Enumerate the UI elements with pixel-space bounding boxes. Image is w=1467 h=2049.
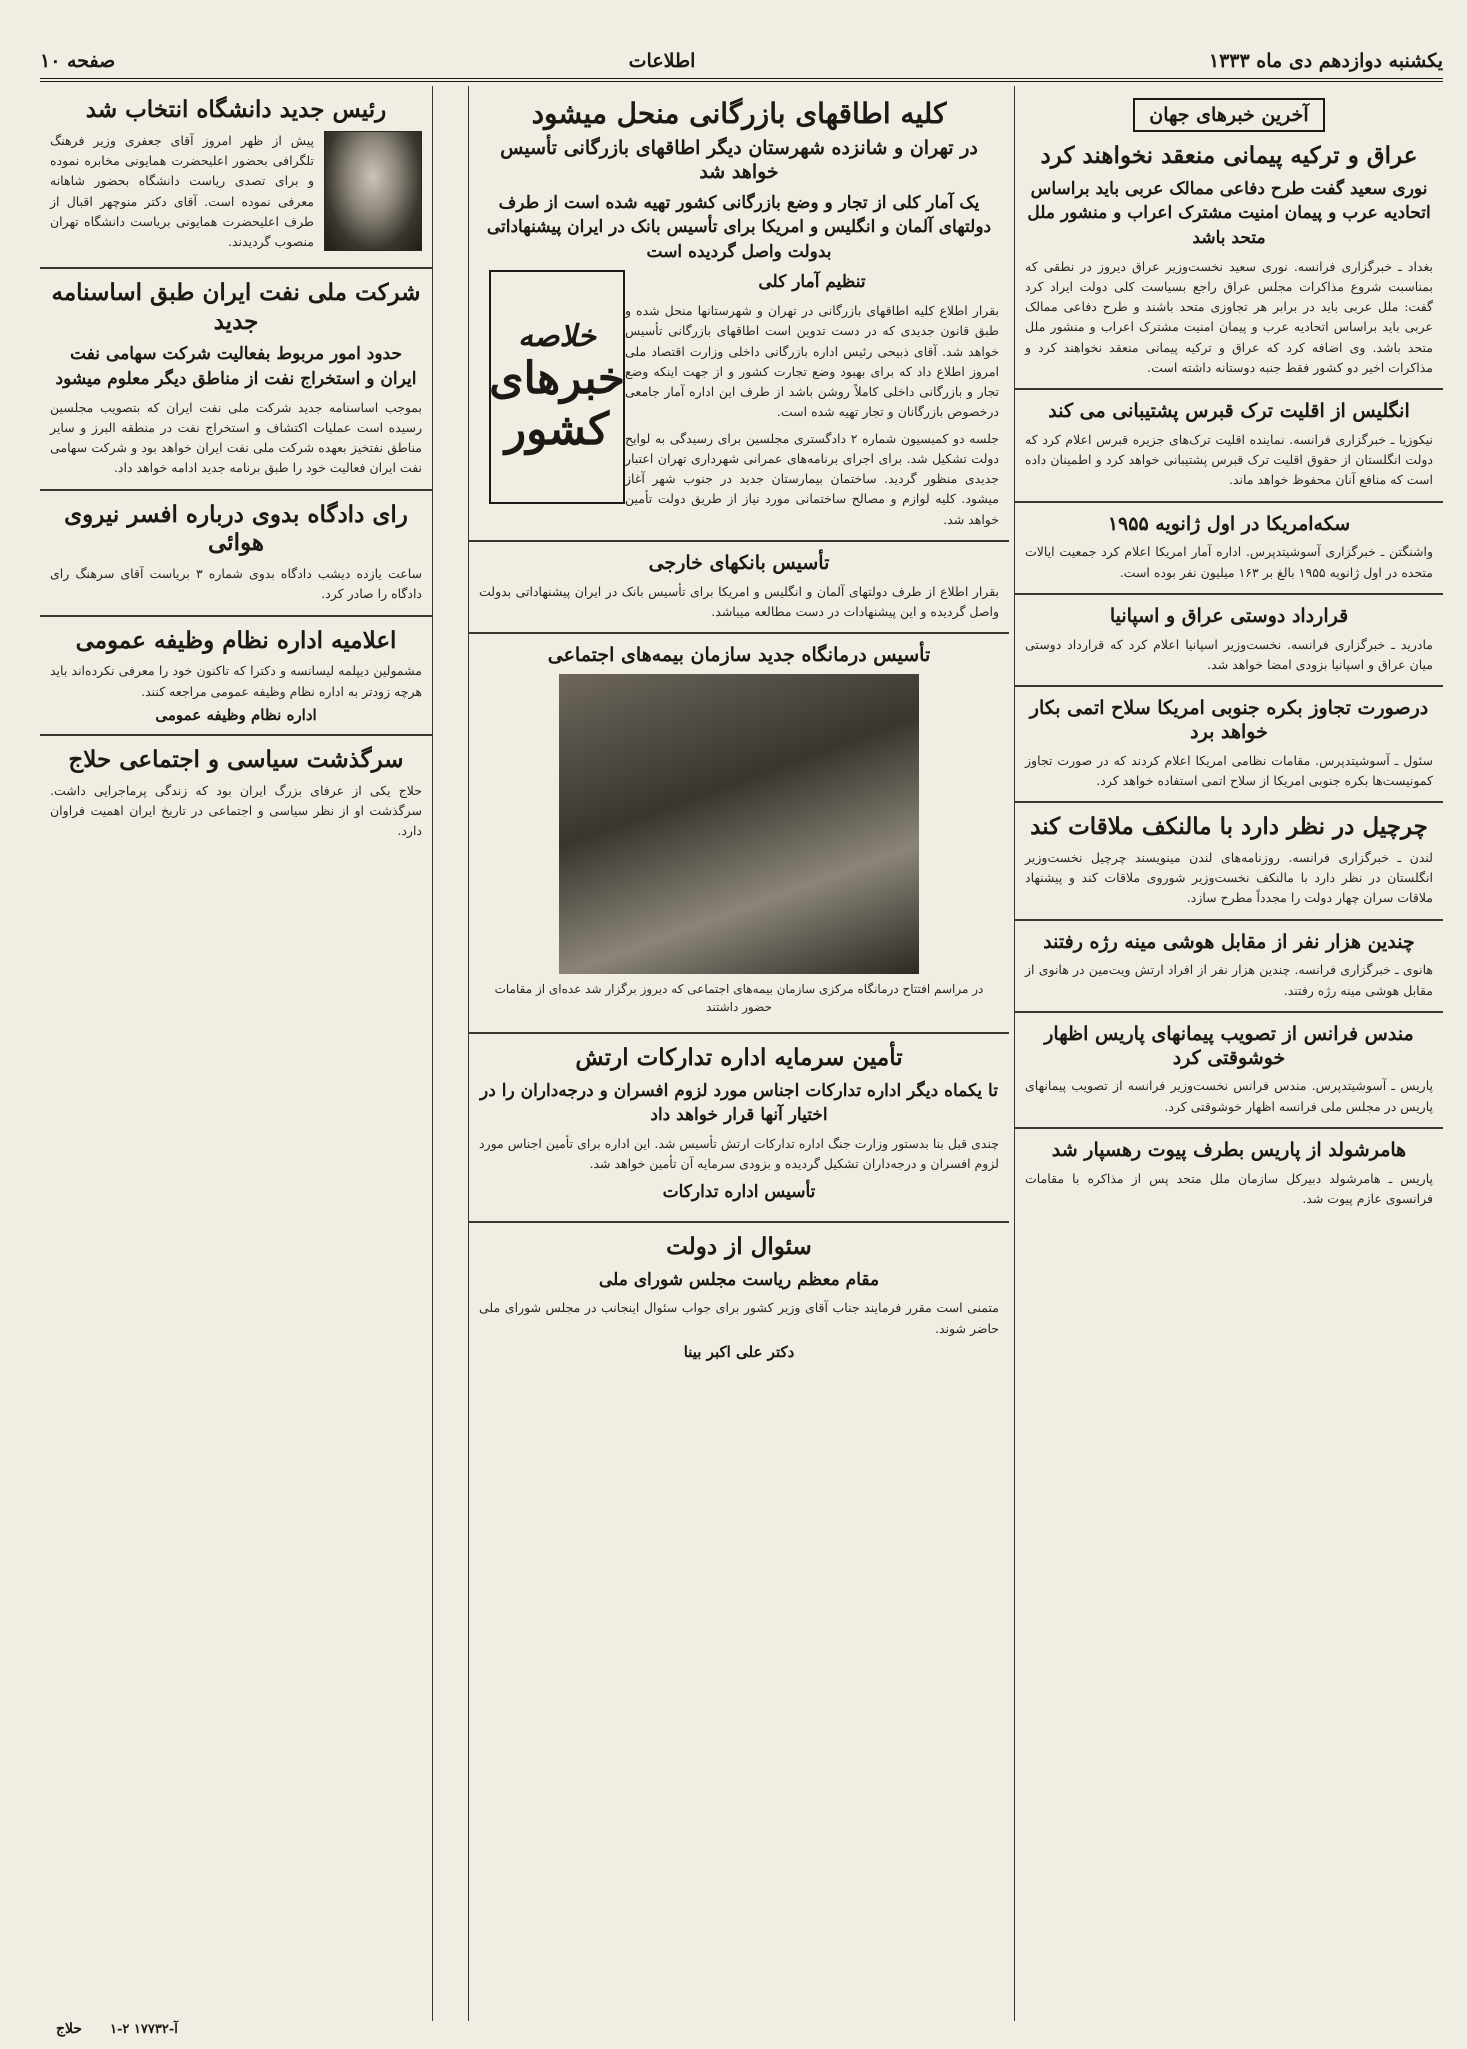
article-hammarskjold bbox=[1015, 1129, 1443, 1219]
article-foreign-banks bbox=[469, 542, 1009, 634]
article-body: سئول ـ آسوشیتدپرس. مقامات نظامی امریکا اعلام کردند که در صورت تجاوز کمونیست‌ها بکره جنوبی امریکا از سلاح اتمی استفاده خواهد کرد. bbox=[1025, 752, 1433, 788]
section-heading: تنظیم آمار کلی bbox=[758, 272, 866, 293]
domestic-news-body: جلسه دو کمیسیون شماره ۲ دادگستری مجلسین برای رسیدگی به لوایح دولت تشکیل شد. برای اجرای برنامه‌های عمرانی شهرداری تهران اعتبار جدیدی منظور گردید. ساختمان بیمارستان جدید در جنوب شهر آغاز میشود. کلیه لوازم و مصالح ساختمانی مورد نیاز از طریق دولت تأمین خواهد شد. bbox=[625, 430, 999, 527]
world-news-label: آخرین خبرهای جهان bbox=[1133, 98, 1324, 132]
article-churchill bbox=[1015, 803, 1443, 921]
headline: قرارداد دوستی عراق و اسپانیا bbox=[1109, 604, 1349, 627]
masthead bbox=[40, 44, 1443, 82]
article-body: ساعت یازده دیشب دادگاه بدوی شماره ۳ بریاست آقای سرهنگ رای دادگاه را صادر کرد. bbox=[50, 566, 423, 602]
headline: چرچیل در نظر دارد با مالنکف ملاقات کند bbox=[1030, 813, 1428, 841]
article-body: بقرار اطلاع کلیه اطاقهای بازرگانی در تهران و شهرستانها منحل شده و طبق قانون جدیدی که در دست تدوین است اطاقهای بازرگانی تأسیس خواهد شد. آقای ذبیحی رئیس اداره بازرگانی داخلی وزارت اقتصاد ملی امروز اطلاع داد که برای بهبود وضع تجارت کشور و از جهت اینکه وضع تجار و بازرگانی داخلی کاملاً روشن باشد از طرف این اداره آمار جامعی درخصوص بازرگانان و تجار تهیه شده است. bbox=[625, 303, 999, 420]
article-body: نیکوزیا ـ خبرگزاری فرانسه. نماینده اقلیت ترک‌های جزیره قبرس اعلام کرد که دولت انگلستان از حقوق اقلیت ترک قبرس پشتیبانی خواهد کرد و اطمینان داده است که منافع آنان محفوظ خواهد ماند. bbox=[1025, 431, 1433, 488]
article-oil-company bbox=[40, 269, 432, 491]
article-korea bbox=[1015, 687, 1443, 803]
issue-date: یکشنبه دوازدهم دی ماه ۱۳۳۳ bbox=[1208, 50, 1443, 72]
box-title-top: خلاصه bbox=[518, 319, 597, 355]
headline: انگلیس از اقلیت ترک قبرس پشتیبانی می کند bbox=[1048, 400, 1410, 423]
headline: تأسیس درمانگاه جدید سازمان بیمه‌های اجتماعی bbox=[547, 644, 931, 667]
signature: دکتر علی اکبر بینا bbox=[683, 1342, 795, 1361]
column-main bbox=[468, 86, 1009, 2021]
article-question bbox=[469, 1223, 1009, 1371]
article-body: هانوی ـ خبرگزاری فرانسه. چندین هزار نفر از افراد ارتش ویت‌مین در هانوی از مقابل هوشی مینه رژه رفتند. bbox=[1025, 962, 1433, 998]
article-university bbox=[40, 86, 432, 269]
news-photo bbox=[559, 674, 919, 974]
article-clinic bbox=[469, 634, 1009, 1034]
domestic-news-box bbox=[489, 270, 625, 504]
section-heading: تأسیس اداره تدارکات bbox=[662, 1182, 816, 1203]
article-cyprus bbox=[1015, 390, 1443, 503]
subheadline: نوری سعید گفت طرح دفاعی ممالک عربی باید براساس اتحادیه عرب و پیمان امنیت مشترک اعراب و منشور ملل متحد باشد bbox=[1027, 178, 1431, 249]
signature: اداره نظام وظیفه عمومی bbox=[155, 705, 317, 724]
headline: رای دادگاه بدوی درباره افسر نیروی هوائی bbox=[64, 500, 408, 557]
headline: تأسیس بانکهای خارجی bbox=[648, 551, 830, 574]
portrait-photo bbox=[324, 131, 422, 251]
headline: مندس فرانس از تصویب پیمانهای پاریس اظهار خوشوقتی کرد bbox=[1044, 1022, 1414, 1069]
headline: چندین هزار نفر از مقابل هوشی مینه رژه رفتند bbox=[1043, 930, 1415, 953]
subheadline: در تهران و شانزده شهرستان دیگر اطاقهای بازرگانی تأسیس خواهد شد bbox=[500, 137, 978, 183]
headline: کلیه اطاقهای بازرگانی منحل میشود bbox=[531, 97, 947, 130]
article-body: واشنگتن ـ خبرگزاری آسوشیتدپرس. اداره آمار امریکا اعلام کرد جمعیت ایالات متحده در اول ژانویه ۱۹۵۵ بالغ بر ۱۶۳ میلیون نفر بوده است. bbox=[1025, 544, 1433, 580]
subheadline: حدود امور مربوط بفعالیت شرکت سهامی نفت ایران و استخراج نفت از مناطق دیگر معلوم میشود bbox=[55, 344, 417, 389]
article-body: حلاج یکی از عرفای بزرگ ایران بود که زندگی پرماجرایی داشت. سرگذشت او از نظر سیاسی و اجتماعی در تاریخ ایران اهمیت فراوان دارد. bbox=[50, 782, 422, 839]
article-court bbox=[40, 491, 432, 617]
footer-code: آ-۱۷۷۳۲ ۲-۱ bbox=[110, 2022, 178, 2037]
subheadline: مقام معظم ریاست مجلس شورای ملی bbox=[598, 1269, 880, 1290]
article-body: پاریس ـ هامرشولد دبیرکل سازمان ملل متحد پس از مذاکره با مقامات فرانسوی عازم پیوت شد. bbox=[1025, 1170, 1433, 1206]
article-conscription bbox=[40, 617, 432, 736]
headline: عراق و ترکیه پیمانی منعقد نخواهند کرد bbox=[1040, 142, 1418, 169]
headline: شرکت ملی نفت ایران طبق اساسنامه جدید bbox=[51, 278, 421, 335]
article-body: بقرار اطلاع از طرف دولتهای آلمان و انگلیس و امریکا برای تأسیس بانک در ایران پیشنهاداتی بدولت واصل گردیده و این پیشنهادات در دست مطالعه میباشد. bbox=[479, 583, 999, 619]
article-body: لندن ـ خبرگزاری فرانسه. روزنامه‌های لندن مینویسند چرچیل نخست‌وزیر انگلستان در نظر دارد با مالنکف نخست‌وزیر شوروی ملاقات کند و پیشنهاد ملاقات سران چهار دولت را مجدداً مطرح سازد. bbox=[1025, 849, 1433, 906]
headline: سکه‌امریکا در اول ژانویه ۱۹۵۵ bbox=[1107, 512, 1351, 535]
headline: سرگذشت سیاسی و اجتماعی حلاج bbox=[68, 745, 404, 773]
headline: تأمین سرمایه اداره تدارکات ارتش bbox=[575, 1043, 903, 1071]
article-body: پیش از ظهر امروز آقای جعفری وزیر فرهنگ تلگرافی بحضور اعلیحضرت همایونی مخابره نموده و برای تصدی ریاست دانشگاه بحضور شاهانه معرفی نموده است. آقای دکتر منوچهر اقبال از طرف اعلیحضرت همایونی بریاست دانشگاه تهران منصوب گردیدند. bbox=[50, 132, 314, 249]
column-world-news bbox=[1014, 86, 1443, 2021]
article-army-supply bbox=[469, 1034, 1009, 1223]
subheadline: تا یکماه دیگر اداره تدارکات اجناس مورد لزوم افسران و درجه‌داران را در اختیار آنها قرار خواهد داد bbox=[480, 1080, 998, 1126]
headline: اعلامیه اداره نظام وظیفه عمومی bbox=[75, 626, 397, 654]
page-number: صفحه ۱۰ bbox=[40, 50, 116, 72]
article-mendes-france bbox=[1015, 1013, 1443, 1129]
article-iraq-turkey bbox=[1015, 86, 1443, 390]
headline: رئیس جدید دانشگاه انتخاب شد bbox=[85, 96, 387, 123]
article-hallaj bbox=[40, 736, 432, 852]
paper-name: اطلاعات bbox=[628, 50, 696, 72]
article-body: مشمولین دیپلمه لیسانسه و دکترا که تاکنون خود را معرفی نکرده‌اند باید هرچه زودتر به اداره نظام وظیفه عمومی مراجعه کنند. bbox=[50, 663, 422, 699]
article-chambers-of-commerce bbox=[469, 86, 1009, 542]
article-body: بغداد ـ خبرگزاری فرانسه. نوری سعید نخست‌وزیر عراق دیروز در نطقی که بمناسبت شروع مذاکرات مجلس عراق راجع بسیاست کلی دولت ایراد کرد گفت: ملل عربی باید در برابر هر تجاوزی متحد باشند و طرح دفاعی ممالک عربی باید براساس اتحادیه عرب و پیمان امنیت مشترک اعراب و منشور ملل متحد باشد. وی اضافه کرد که عراق و ترکیه پیمانی منعقد نخواهند کرد و مذاکرات اخیر دو کشور فقط جنبه دوستانه داشته است. bbox=[1025, 258, 1433, 375]
column-left bbox=[40, 86, 433, 2021]
article-body: بموجب اساسنامه جدید شرکت ملی نفت ایران که بتصویب مجلسین رسیده است عملیات اکتشاف و استخراج نفت در منطقه البرز و سایر مناطق نفتخیز بعهده شرکت ملی نفت ایران خواهد بود و شرکت سهامی نفت ایران فعالیت خود را طبق برنامه جدید ادامه خواهد داد. bbox=[50, 399, 422, 476]
article-usa-population bbox=[1015, 503, 1443, 595]
article-body: متمنی است مقرر فرمایند جناب آقای وزیر کشور برای جواب سئوال اینجانب در مجلس شورای ملی حاضر شوند. bbox=[479, 1300, 999, 1336]
footer-author: حلاج bbox=[56, 2021, 83, 2037]
article-body: پاریس ـ آسوشیتدپرس. مندس فرانس نخست‌وزیر فرانسه از تصویب پیمانهای پاریس در مجلس ملی فرانسه اظهار خوشوقتی کرد. bbox=[1025, 1078, 1433, 1114]
article-body: مادرید ـ خبرگزاری فرانسه. نخست‌وزیر اسپانیا اعلام کرد که قرارداد دوستی میان عراق و اسپانیا بزودی امضا خواهد شد. bbox=[1025, 636, 1433, 672]
headline: درصورت تجاوز بکره جنوبی امریکا سلاح اتمی بکار خواهد برد bbox=[1029, 697, 1429, 743]
photo-caption: در مراسم افتتاح درمانگاه مرکزی سازمان بیمه‌های اجتماعی که دیروز برگزار شد عده‌ای از مقامات حضور داشتند bbox=[494, 981, 984, 1014]
article-hanoi bbox=[1015, 921, 1443, 1013]
headline: هامرشولد از پاریس بطرف پیوت رهسپار شد bbox=[1051, 1138, 1407, 1161]
deck: یک آمار کلی از تجار و وضع بازرگانی کشور تهیه شده است از طرف دولتهای آلمان و انگلیس و امریکا برای تأسیس بانک در ایران پیشنهاداتی بدولت واصل گردیده است bbox=[486, 192, 992, 262]
article-body: چندی قبل بنا بدستور وزارت جنگ اداره تدارکات ارتش تأسیس شد. این اداره برای تأمین اجناس مورد لزوم افسران و درجه‌داران تشکیل گردیده و بزودی سرمایه آن تأمین خواهد شد. bbox=[479, 1135, 999, 1172]
article-iraq-spain bbox=[1015, 595, 1443, 687]
headline: سئوال از دولت bbox=[666, 1232, 812, 1260]
box-title-main: خبرهای کشور bbox=[489, 353, 625, 455]
